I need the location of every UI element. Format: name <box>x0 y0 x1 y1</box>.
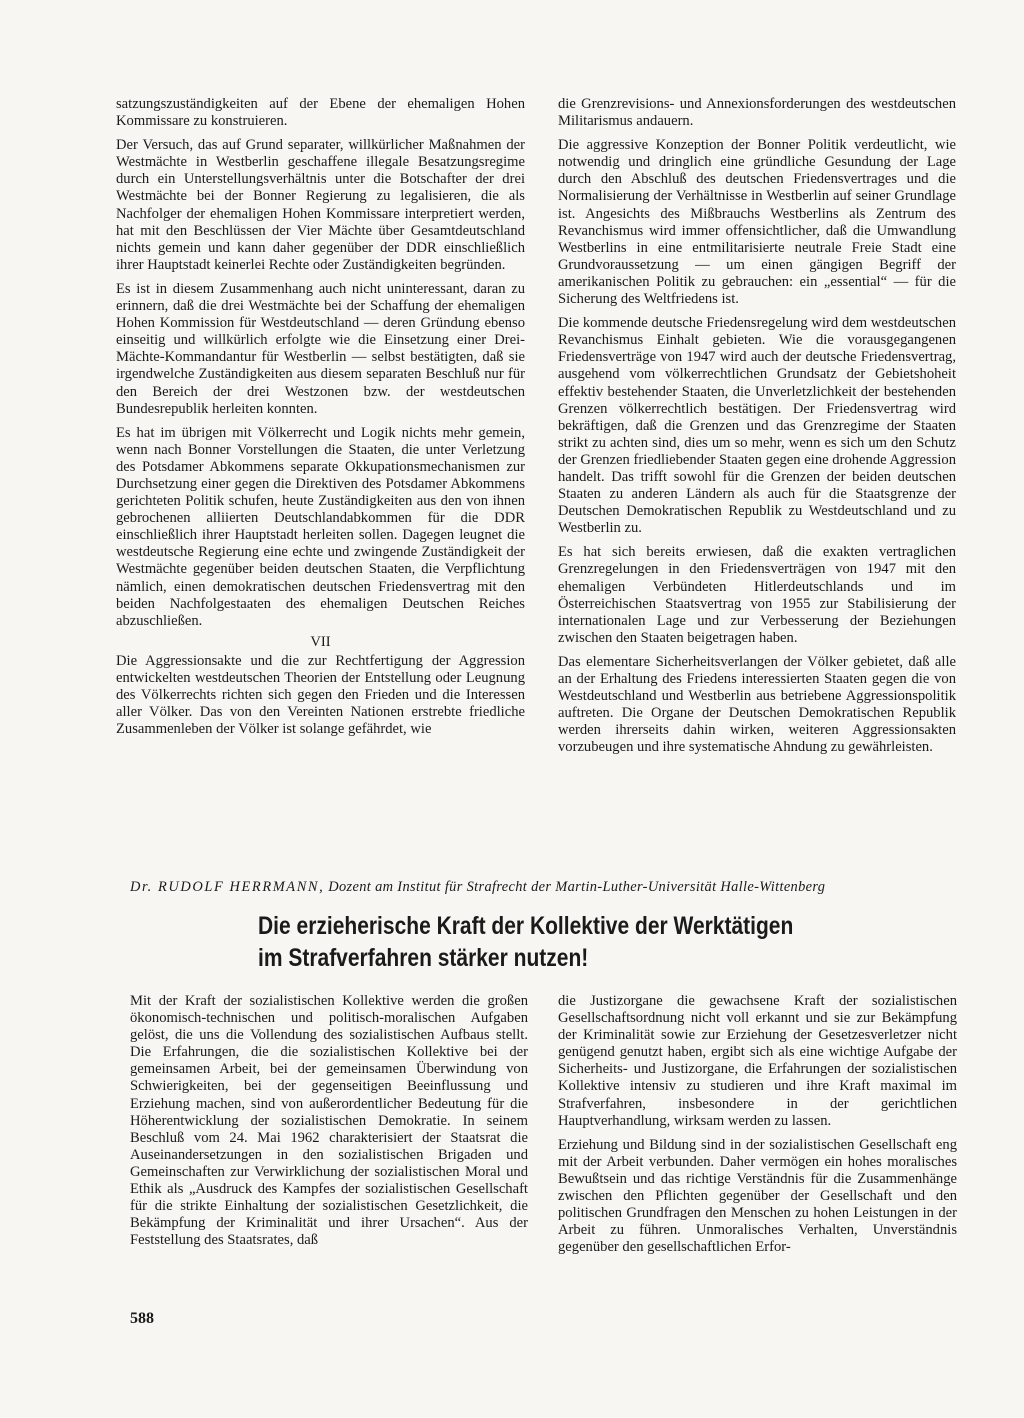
article-title-line: im Strafverfahren stärker nutzen! <box>258 944 589 972</box>
author-name: Dr. RUDOLF HERRMANN, <box>130 879 325 895</box>
paragraph: satzungszuständigkeiten auf der Ebene der ehemaligen Hohen Kommissare zu konstruieren. <box>116 96 525 130</box>
paragraph: Das elementare Sicherheitsverlangen der Völker gebietet, daß alle an der Erhaltung des Friedens interessierten Staaten gegen die von Westdeutschland und Westberlin aus betriebene Aggressionspolitik auftreten. Die Organe der Deutschen Demokratischen Republik werden ihrerseits dahin wirken, weiteren Aggressionsakten vorzubeugen und ihre systematische Ahndung zu gewährleisten. <box>558 653 956 756</box>
article-two-left-column <box>130 993 528 1256</box>
article-title-line: Die erzieherische Kraft der Kollektive der Werktätigen <box>258 912 794 940</box>
author-affiliation: Dozent am Institut für Strafrecht der Martin-Luther-Universität Halle-Wittenberg <box>328 879 826 895</box>
paragraph: Es hat im übrigen mit Völkerrecht und Logik nichts mehr gemein, wenn nach Bonner Vorstellungen die Staaten, die unter Verletzung des Potsdamer Abkommens separate Okkupationsmechanismen zur Durchsetzung einer gegen die Direktiven des Potsdamer Abkommens gerichteten Politik schufen, heute Zuständigkeiten aus den von ihnen gebrochenen alliierten Deutschlandabkommen für die DDR einschließlich ihrer Hauptstadt herleiten sollen. Dagegen leugnet die westdeutsche Regierung eine echte und zwingende Zuständigkeit der Westmächte gegenüber beiden deutschen Staaten, die Verpflichtung nämlich, einen demokratischen deutschen Friedensvertrag mit den beiden Nachfolgestaaten des ehemaligen Deutschen Reiches abzuschließen. <box>116 424 525 629</box>
paragraph: die Grenzrevisions- und Annexionsforderungen des westdeutschen Militarismus andauern. <box>558 96 956 130</box>
section-heading: VII <box>310 633 331 650</box>
article-one-right-column <box>558 96 956 763</box>
paragraph: Mit der Kraft der sozialistischen Kollektive werden die großen ökonomisch-technischen und politisch-moralischen Aufgaben gelöst, die uns die Vollendung des sozialistischen Aufbaus stellt. Die Erfahrungen, die die sozialistischen Kollektive bei der gemeinsamen Arbeit, bei der gemeinsamen Überwindung von Schwierigkeiten, bei der gegenseitigen Beeinflussung und Erziehung machen, sind von außerordentlicher Bedeutung für die Höherentwicklung der sozialistischen Demokratie. In seinem Beschluß vom 24. Mai 1962 charakterisiert der Staatsrat die Auseinandersetzungen in den sozialistischen Brigaden und Gemeinschaften zur Verwirklichung der sozialistischen Moral und Ethik als „Ausdruck des Kampfes der sozialistischen Gesellschaft für die strikte Einhaltung der sozialistischen Gesetzlichkeit, die Bekämpfung der Kriminalität und ihrer Ursachen“. Aus der Feststellung des Staatsrates, daß <box>130 993 528 1249</box>
author-line <box>130 879 960 896</box>
paragraph: die Justizorgane die gewachsene Kraft der sozialistischen Gesellschaftsordnung nicht voll erkannt und sie zur Bekämpfung der Kriminalität sowie zur Erziehung der Gesetzesverletzer nicht genügend genutzt haben, ergibt sich als eine wichtige Aufgabe der Sicherheits- und Justizorgane, die Erfahrungen der sozialistischen Kollektive intensiv zu studieren und ihre Kraft maximal im Strafverfahren, insbesondere in der gerichtlichen Hauptverhandlung, wirksam werden zu lassen. <box>558 993 957 1129</box>
paragraph: Erziehung und Bildung sind in der sozialistischen Gesellschaft eng mit der Arbeit verbunden. Daher vermögen ein hohes moralisches Bewußtsein und das richtige Verständnis für die Zusammenhänge zwischen den Pflichten gegenüber der Gesellschaft und den politischen Grundfragen den Menschen zu hohen Leistungen in der Arbeit zu führen. Unmoralisches Verhalten, Unverständnis gegenüber den gesellschaftlichen Erfor- <box>558 1136 957 1256</box>
paragraph: Der Versuch, das auf Grund separater, willkürlicher Maßnahmen der Westmächte in Westberlin geschaffene illegale Besatzungsregime durch ein Unterstellungsverhältnis unter die Botschafter der drei Westmächte bei der Bonner Regierung zu legalisieren, die als Nachfolger der ehemaligen Hohen Kommissare interpretiert werden, hat mit den Beschlüssen der Vier Mächte über Gesamtdeutschland nichts gemein und kann daher gegenüber der DDR einschließlich ihrer Hauptstadt keinerlei Rechte oder Zuständigkeiten begründen. <box>116 137 525 273</box>
article-title <box>258 910 955 974</box>
paragraph: Die kommende deutsche Friedensregelung wird dem westdeutschen Revanchismus Einhalt gebieten. Wie die vorausgegangenen Friedensverträge von 1947 wird auch der deutsche Friedensvertrag, ausgehend vom völkerrechtlichen Grundsatz der Gebietshoheit effektiv bestehender Staaten, die Unverletzlichkeit der bestehenden Grenzen völkerrechtlich bestätigen. Der Friedensvertrag wird bekräftigen, daß die Grenzen und das Grenzregime der Staaten strikt zu achten sind, dies um so mehr, wenn es sich um den Schutz der Grenzen friedliebender Staaten gegen eine drohende Aggression handelt. Das trifft sowohl für die Grenzen der beiden deutschen Staaten zu anderen Ländern als auch für die Staatsgrenze der Deutschen Demokratischen Republik zu Westdeutschland und zu Westberlin zu. <box>558 315 956 537</box>
article-two-right-column <box>558 993 957 1263</box>
paragraph: Es hat sich bereits erwiesen, daß die exakten vertraglichen Grenzregelungen in den Friedensverträgen von 1947 mit den ehemaligen Verbündeten Hitlerdeutschlands und im Österreichischen Staatsvertrag von 1955 zur Stabilisierung der internationalen Lage und zur Verbesserung der Beziehungen zwischen den Staaten beigetragen haben. <box>558 544 956 646</box>
page-number: 588 <box>130 1310 154 1327</box>
paragraph: Es ist in diesem Zusammenhang auch nicht uninteressant, daran zu erinnern, daß die drei Westmächte bei der Schaffung der ehemaligen Hohen Kommission für Westdeutschland — deren Gründung ebenso einseitig und willkürlich erfolgte wie die Einsetzung einer Drei-Mächte-Kommandantur für Westberlin — selbst bestätigten, daß sie irgendwelche Zuständigkeiten aus diesem separaten Beschluß nur für den Bereich der drei Westzonen bzw. der westdeutschen Bundesrepublik herleiten konnten. <box>116 280 525 417</box>
paragraph: Die Aggressionsakte und die zur Rechtfertigung der Aggression entwickelten westdeutschen Theorien der Entstellung oder Leugnung des Völkerrechts richten sich gegen den Frieden und die Interessen aller Völker. Das von den Vereinten Nationen erstrebte friedliche Zusammenleben der Völker ist solange gefährdet, wie <box>116 652 525 738</box>
article-one-left-column <box>116 96 525 745</box>
paragraph: Die aggressive Konzeption der Bonner Politik verdeutlicht, wie notwendig und dringlich eine gründliche Gesundung der Lage durch den Abschluß des deutschen Friedensvertrages und die Normalisierung der Verhältnisse in Westberlin auf seiner Grundlage ist. Angesichts des Mißbrauchs Westberlins als Zentrum des Revanchismus wird immer offensichtlicher, daß die Umwandlung Westberlins in eine entmilitarisierte neutrale Freie Stadt eine Grundvoraussetzung — um einen gängigen Begriff der amerikanischen Politik zu gebrauchen: ein „essential“ — für die Sicherung des Weltfriedens ist. <box>558 137 956 308</box>
